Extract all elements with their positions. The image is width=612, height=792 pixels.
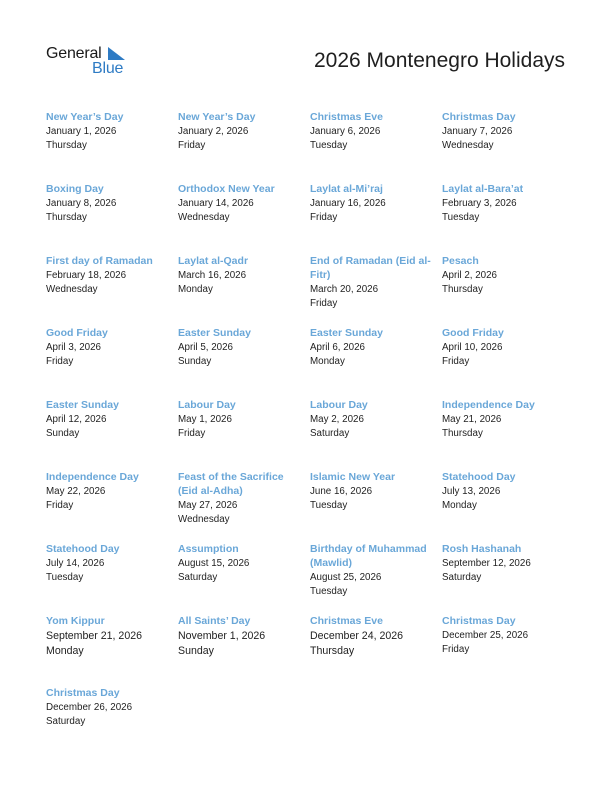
holiday-date: January 1, 2026 (46, 126, 117, 137)
holiday-entry (310, 614, 442, 686)
holiday-weekday: Tuesday (310, 586, 348, 597)
holiday-weekday: Sunday (46, 428, 80, 439)
holiday-name: Labour Day (310, 399, 368, 411)
holiday-entry (310, 326, 442, 398)
holiday-weekday: Friday (442, 644, 470, 655)
holiday-entry (178, 254, 310, 326)
holiday-date: May 22, 2026 (46, 486, 106, 497)
holiday-entry (178, 182, 310, 254)
holiday-entry (442, 398, 576, 470)
holiday-entry (46, 686, 178, 758)
holiday-entry (178, 110, 310, 182)
holiday-date: December 26, 2026 (46, 702, 133, 713)
holiday-date: July 14, 2026 (46, 558, 105, 569)
holiday-date: April 5, 2026 (178, 342, 234, 353)
holiday-entry (442, 542, 576, 614)
holiday-entry (46, 182, 178, 254)
holiday-date: January 14, 2026 (178, 198, 254, 209)
holiday-entry (442, 326, 576, 398)
holiday-name: Yom Kippur (46, 615, 105, 627)
holiday-date: January 2, 2026 (178, 126, 249, 137)
holiday-weekday: Saturday (442, 572, 482, 583)
holiday-date: March 16, 2026 (178, 270, 247, 281)
holiday-date: April 3, 2026 (46, 342, 102, 353)
holiday-date: February 18, 2026 (46, 270, 127, 281)
holiday-weekday: Tuesday (442, 212, 480, 223)
holiday-weekday: Wednesday (178, 514, 230, 525)
holiday-entry (442, 182, 576, 254)
holiday-weekday: Friday (46, 356, 74, 367)
page-title: 2026 Montenegro Holidays (314, 49, 565, 72)
holiday-name: New Year’s Day (178, 111, 256, 123)
holiday-entry (46, 542, 178, 614)
holiday-weekday: Friday (178, 428, 206, 439)
holiday-weekday: Friday (442, 356, 470, 367)
holiday-name: Laylat al-Bara’at (442, 183, 524, 195)
holiday-date: September 12, 2026 (442, 558, 531, 569)
holiday-name: Feast of the Sacrifice (Eid al-Adha) (178, 471, 284, 497)
holiday-weekday: Wednesday (442, 140, 494, 151)
holiday-name: Independence Day (46, 471, 139, 483)
holiday-date: December 25, 2026 (442, 630, 529, 641)
holiday-date: December 24, 2026 (310, 630, 404, 642)
holiday-name: Laylat al-Mi’raj (310, 183, 383, 195)
holiday-weekday: Friday (178, 140, 206, 151)
holiday-name: Statehood Day (46, 543, 120, 555)
holiday-weekday: Sunday (178, 645, 214, 657)
holiday-date: April 2, 2026 (442, 270, 498, 281)
holiday-date: March 20, 2026 (310, 284, 379, 295)
holiday-entry (442, 470, 576, 542)
holiday-name: Easter Sunday (46, 399, 119, 411)
holiday-name: Christmas Eve (310, 615, 383, 627)
holiday-name: Easter Sunday (310, 327, 383, 339)
brand-logo (46, 45, 136, 79)
holiday-name: Christmas Eve (310, 111, 383, 123)
holiday-name: Pesach (442, 255, 479, 267)
holiday-entry (310, 254, 442, 326)
holiday-date: August 25, 2026 (310, 572, 382, 583)
holiday-weekday: Tuesday (46, 572, 84, 583)
holiday-entry (46, 110, 178, 182)
holiday-date: August 15, 2026 (178, 558, 250, 569)
holiday-name: Good Friday (442, 327, 504, 339)
holiday-weekday: Thursday (442, 428, 483, 439)
holiday-weekday: Wednesday (46, 284, 98, 295)
holiday-name: Christmas Day (442, 111, 516, 123)
holiday-weekday: Tuesday (310, 140, 348, 151)
holiday-weekday: Monday (46, 645, 84, 657)
holiday-date: May 27, 2026 (178, 500, 238, 511)
holiday-name: Rosh Hashanah (442, 543, 522, 555)
holiday-weekday: Thursday (310, 645, 355, 657)
holiday-name: Boxing Day (46, 183, 104, 195)
holiday-name: Statehood Day (442, 471, 516, 483)
holiday-date: February 3, 2026 (442, 198, 517, 209)
holiday-name: Easter Sunday (178, 327, 251, 339)
holiday-entry (310, 470, 442, 542)
holiday-weekday: Wednesday (178, 212, 230, 223)
holiday-name: Birthday of Muhammad (Mawlid) (310, 543, 427, 569)
holiday-entry (46, 398, 178, 470)
holiday-entry (442, 254, 576, 326)
holiday-date: January 7, 2026 (442, 126, 513, 137)
holiday-date: May 21, 2026 (442, 414, 502, 425)
holiday-entry (178, 398, 310, 470)
holiday-date: June 16, 2026 (310, 486, 373, 497)
holiday-weekday: Friday (310, 212, 338, 223)
holiday-entry (442, 110, 576, 182)
holiday-date: July 13, 2026 (442, 486, 501, 497)
holiday-name: Christmas Day (442, 615, 516, 627)
holiday-weekday: Sunday (178, 356, 212, 367)
holiday-weekday: Tuesday (310, 500, 348, 511)
holiday-entry (310, 542, 442, 614)
holiday-entry (46, 254, 178, 326)
holiday-weekday: Friday (310, 298, 338, 309)
holiday-weekday: Saturday (310, 428, 350, 439)
holiday-date: April 10, 2026 (442, 342, 503, 353)
holiday-date: January 6, 2026 (310, 126, 381, 137)
holiday-weekday: Friday (46, 500, 74, 511)
holiday-grid (46, 110, 576, 758)
holiday-name: Laylat al-Qadr (178, 255, 249, 267)
holiday-name: Labour Day (178, 399, 236, 411)
holiday-name: New Year’s Day (46, 111, 124, 123)
holiday-entry (178, 614, 310, 686)
holiday-date: May 1, 2026 (178, 414, 232, 425)
holiday-entry (178, 326, 310, 398)
holiday-weekday: Monday (310, 356, 345, 367)
holiday-name: Assumption (178, 543, 239, 555)
holiday-name: Christmas Day (46, 687, 120, 699)
holiday-name: Independence Day (442, 399, 535, 411)
holiday-name: Islamic New Year (310, 471, 396, 483)
holiday-weekday: Monday (442, 500, 477, 511)
logo-text-blue: Blue (92, 60, 124, 77)
logo-text-general: General (46, 45, 102, 62)
holiday-date: January 16, 2026 (310, 198, 386, 209)
holiday-weekday: Saturday (178, 572, 218, 583)
holiday-entry (442, 614, 576, 686)
holiday-date: September 21, 2026 (46, 630, 143, 642)
holiday-date: May 2, 2026 (310, 414, 364, 425)
holiday-weekday: Thursday (46, 140, 87, 151)
holiday-entry (46, 614, 178, 686)
holiday-date: April 12, 2026 (46, 414, 107, 425)
holiday-date: January 8, 2026 (46, 198, 117, 209)
holiday-weekday: Saturday (46, 716, 86, 727)
holiday-entry (46, 326, 178, 398)
holiday-name: All Saints’ Day (178, 615, 251, 627)
holiday-date: April 6, 2026 (310, 342, 366, 353)
holiday-entry (310, 110, 442, 182)
holiday-weekday: Thursday (442, 284, 483, 295)
holiday-weekday: Monday (178, 284, 213, 295)
holiday-name: First day of Ramadan (46, 255, 153, 267)
holiday-date: November 1, 2026 (178, 630, 266, 642)
holiday-entry (178, 470, 310, 542)
holiday-entry (310, 182, 442, 254)
holiday-name: End of Ramadan (Eid al-Fitr) (310, 255, 431, 281)
logo-flag-icon (106, 47, 126, 61)
holiday-name: Good Friday (46, 327, 108, 339)
holiday-name: Orthodox New Year (178, 183, 275, 195)
holiday-entry (178, 542, 310, 614)
holiday-entry (310, 398, 442, 470)
holiday-entry (46, 470, 178, 542)
holiday-weekday: Thursday (46, 212, 87, 223)
